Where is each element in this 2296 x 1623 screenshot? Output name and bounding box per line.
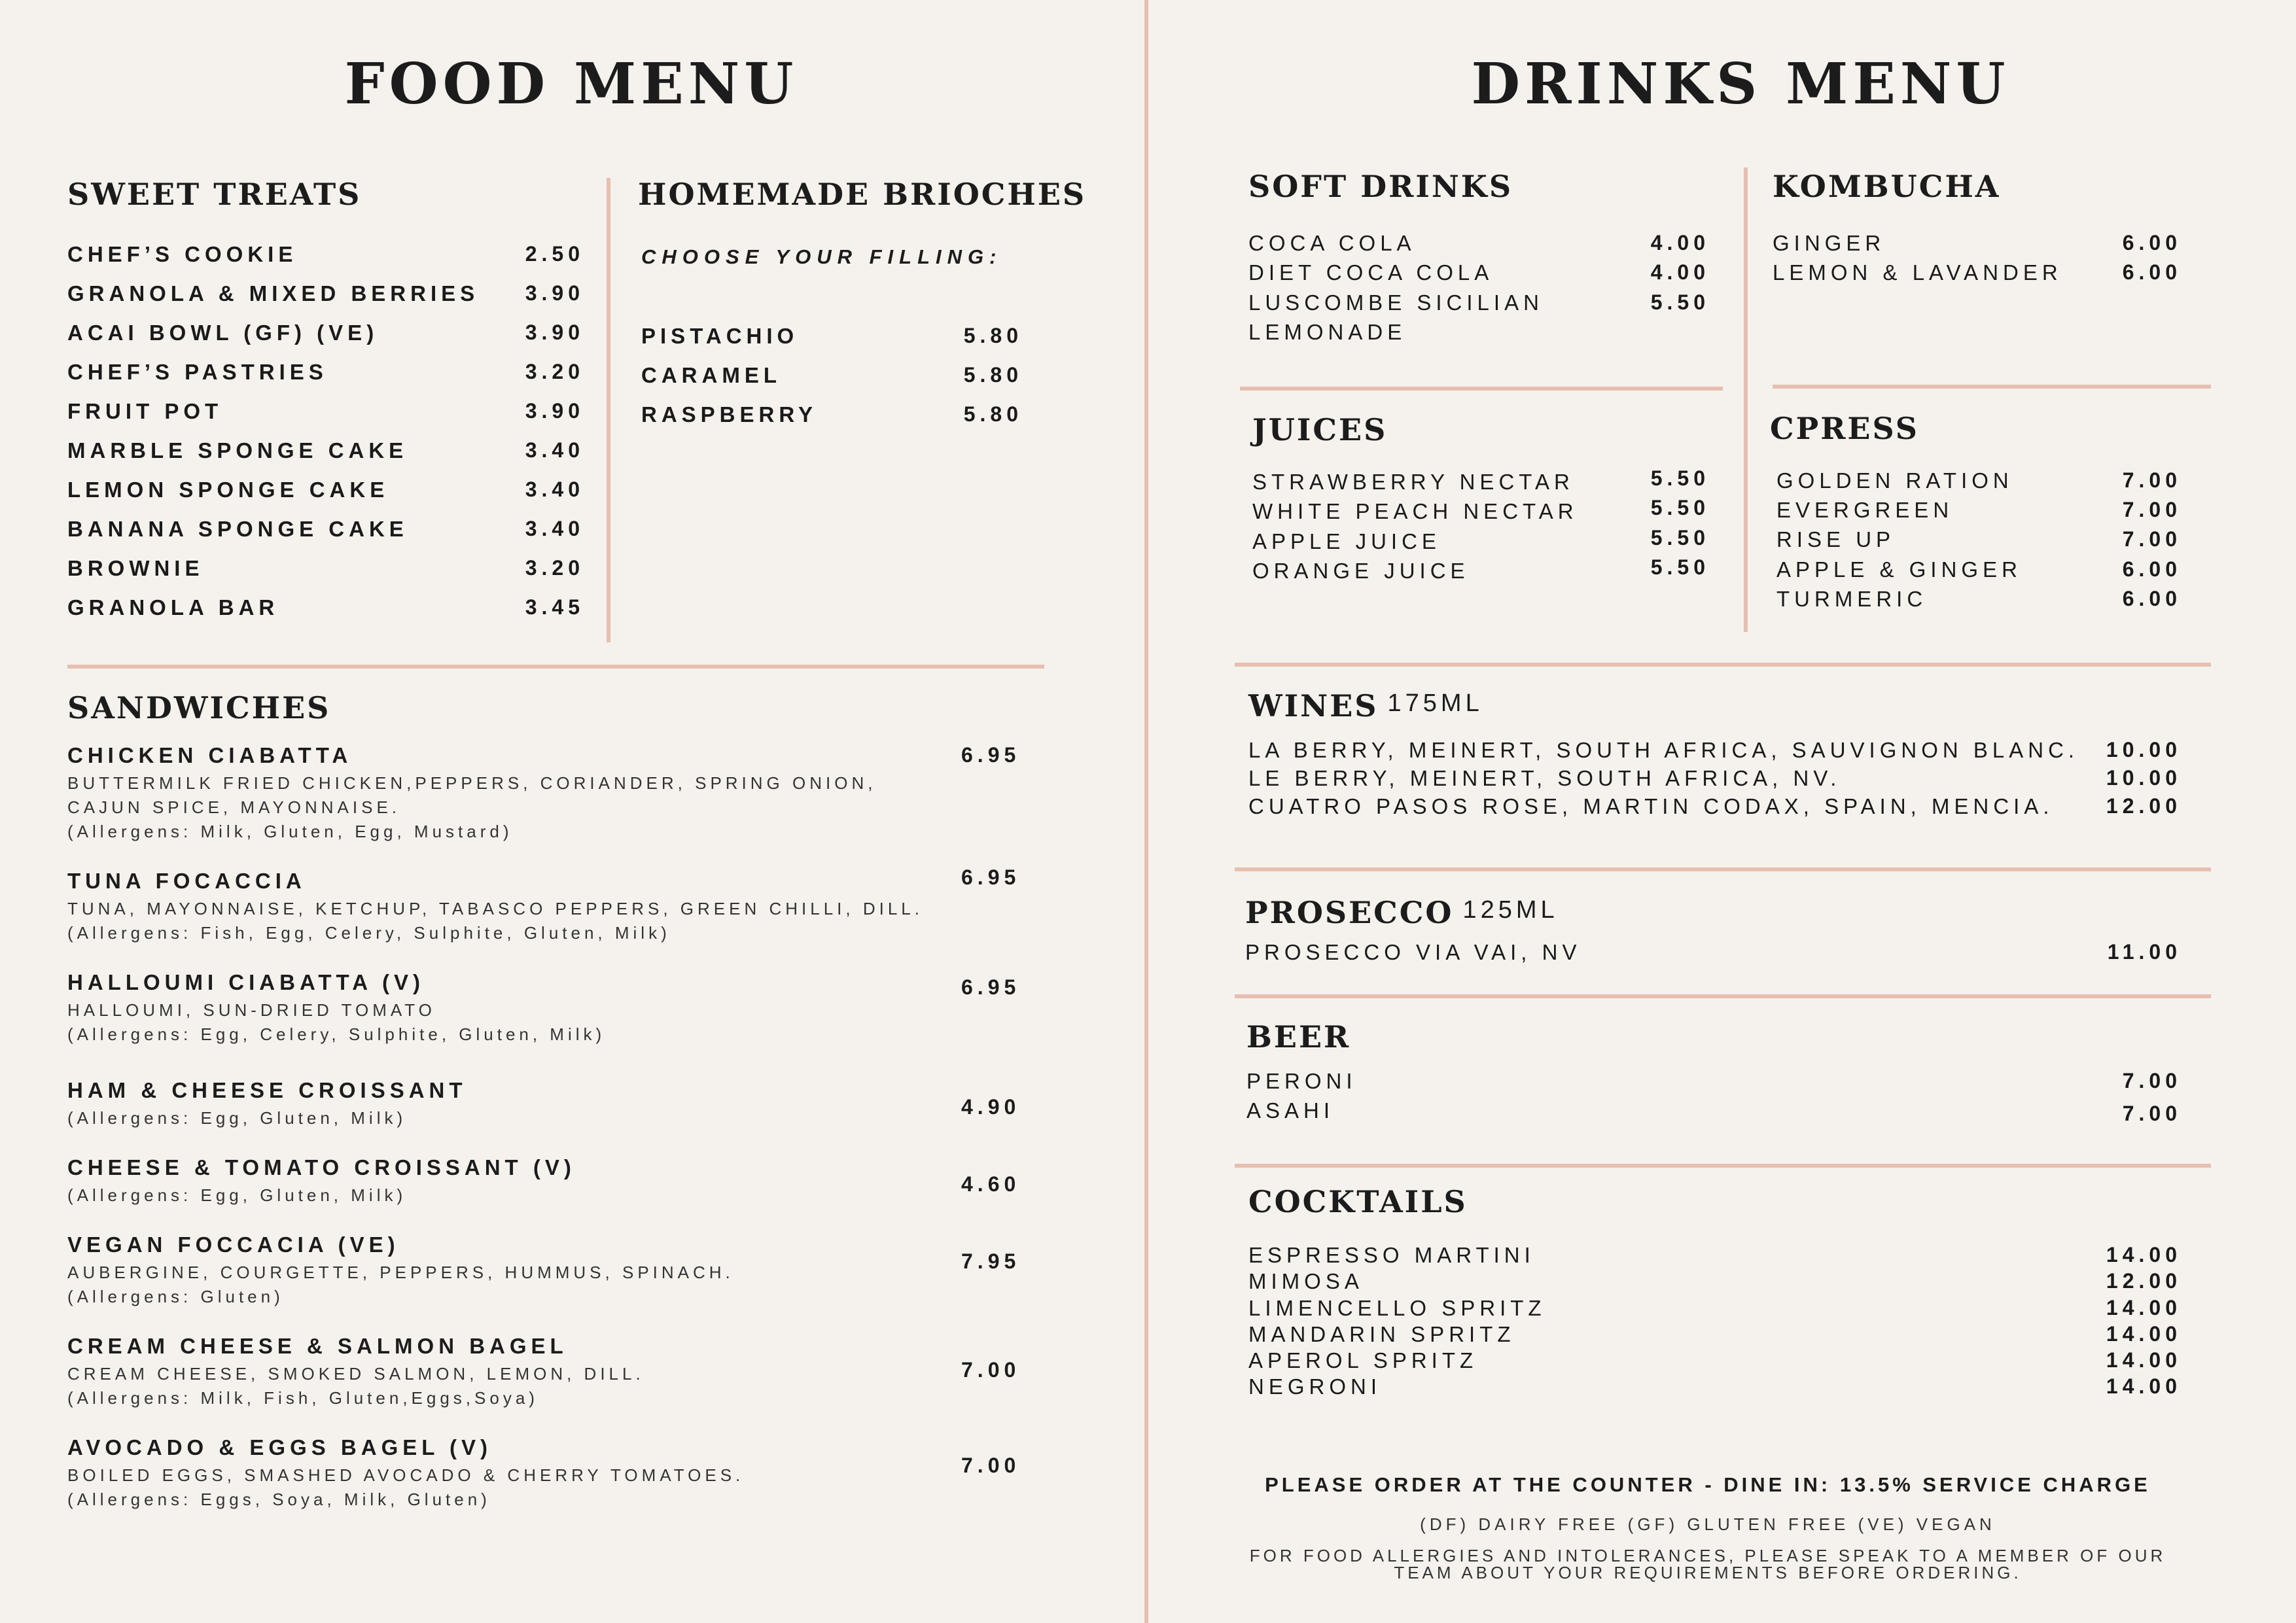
item-name: STRAWBERRY NECTAR bbox=[1252, 470, 1574, 494]
item-price: 4.00 bbox=[1650, 231, 1710, 254]
item-name: CHEF’S COOKIE bbox=[67, 242, 298, 266]
menu-item bbox=[641, 402, 1023, 432]
item-price: 7.00 bbox=[961, 1454, 1021, 1477]
item-name: LEMON & LAVANDER bbox=[1773, 260, 2062, 285]
item-allergens: (Allergens: Milk, Fish, Gluten,Eggs,Soya) bbox=[67, 1388, 539, 1408]
food-menu-title: FOOD MENU bbox=[344, 51, 798, 117]
prosecco-size: 125ML bbox=[1462, 896, 1559, 924]
menu-item bbox=[1246, 1069, 2181, 1099]
menu-item bbox=[1245, 940, 2181, 970]
item-name: APPLE & GINGER bbox=[1776, 557, 2022, 582]
menu-item bbox=[67, 478, 584, 508]
drinks-menu-title: DRINKS MENU bbox=[1471, 51, 2010, 117]
item-price: 12.00 bbox=[2106, 794, 2181, 818]
sandwiches-heading: SANDWICHES bbox=[67, 690, 331, 725]
menu-item bbox=[1776, 498, 2181, 528]
menu-item bbox=[67, 242, 584, 272]
item-price: 14.00 bbox=[2106, 1243, 2181, 1266]
item-price: 7.95 bbox=[961, 1249, 1021, 1273]
item-allergens: (Allergens: Gluten) bbox=[67, 1287, 284, 1306]
item-price: 6.00 bbox=[2122, 557, 2181, 581]
item-description: BUTTERMILK FRIED CHICKEN,PEPPERS, CORIANDER, SPRING ONION, bbox=[67, 773, 877, 793]
item-name: FRUIT POT bbox=[67, 399, 223, 423]
item-name: PISTACHIO bbox=[641, 324, 799, 348]
item-name: CUATRO PASOS ROSE, MARTIN CODAX, SPAIN, MENCIA. bbox=[1248, 794, 2054, 818]
kombucha-divider bbox=[1773, 385, 2211, 389]
item-name: RASPBERRY bbox=[641, 402, 817, 427]
allergy-note-line-2: TEAM ABOUT YOUR REQUIREMENTS BEFORE ORDERING. bbox=[1394, 1563, 2022, 1582]
item-price: 6.00 bbox=[2122, 260, 2181, 284]
menu-item bbox=[67, 360, 584, 390]
item-name: ACAI BOWL (GF) (VE) bbox=[67, 321, 379, 345]
menu-item bbox=[1252, 526, 1710, 559]
item-name: LA BERRY, MEINERT, SOUTH AFRICA, SAUVIGNON BLANC. bbox=[1248, 738, 2079, 762]
item-name: LEMON SPONGE CAKE bbox=[67, 478, 389, 502]
item-allergens: (Allergens: Egg, Celery, Sulphite, Gluten, Milk) bbox=[67, 1024, 606, 1044]
drinks-column-divider bbox=[1744, 167, 1748, 632]
item-name: GRANOLA BAR bbox=[67, 595, 279, 620]
item-price: 7.00 bbox=[961, 1358, 1021, 1382]
item-name: HALLOUMI CIABATTA (V) bbox=[67, 970, 425, 994]
item-name: LEMONADE bbox=[1248, 320, 1407, 344]
item-price: 5.50 bbox=[1650, 496, 1710, 519]
soft-drinks-divider bbox=[1240, 387, 1723, 391]
item-price: 7.00 bbox=[2122, 527, 2181, 551]
menu-item bbox=[1773, 231, 2181, 261]
menu-item bbox=[1252, 555, 1710, 589]
item-price: 7.00 bbox=[2122, 1102, 2181, 1125]
item-name: LE BERRY, MEINERT, SOUTH AFRICA, NV. bbox=[1248, 766, 1841, 790]
item-description: AUBERGINE, COURGETTE, PEPPERS, HUMMUS, SPINACH. bbox=[67, 1263, 734, 1282]
item-name: HAM & CHEESE CROISSANT bbox=[67, 1078, 467, 1102]
item-price: 4.60 bbox=[961, 1172, 1021, 1196]
item-price: 14.00 bbox=[2106, 1374, 2181, 1398]
item-description: HALLOUMI, SUN-DRIED TOMATO bbox=[67, 1000, 436, 1020]
item-name: CHICKEN CIABATTA bbox=[67, 743, 353, 767]
item-price: 5.50 bbox=[1650, 466, 1710, 490]
menu-item bbox=[1248, 320, 1710, 350]
item-allergens: (Allergens: Fish, Egg, Celery, Sulphite, Gluten, Milk) bbox=[67, 923, 671, 943]
item-price: 10.00 bbox=[2106, 766, 2181, 790]
cpress-heading: CPRESS bbox=[1770, 411, 1919, 446]
item-name: APPLE JUICE bbox=[1252, 529, 1441, 553]
item-name: COCA COLA bbox=[1248, 231, 1416, 255]
page-center-divider bbox=[1144, 0, 1148, 1623]
item-name: LUSCOMBE SICILIAN bbox=[1248, 290, 1544, 315]
item-price: 6.95 bbox=[961, 743, 1021, 767]
item-price: 3.20 bbox=[525, 360, 584, 383]
item-price: 6.00 bbox=[2122, 231, 2181, 254]
item-name: CREAM CHEESE & SALMON BAGEL bbox=[67, 1334, 568, 1358]
item-price: 3.45 bbox=[525, 595, 584, 619]
item-name: TURMERIC bbox=[1776, 587, 1928, 611]
menu-item bbox=[1248, 738, 2181, 768]
item-name: CARAMEL bbox=[641, 363, 781, 387]
item-price: 6.00 bbox=[2122, 587, 2181, 610]
prosecco-heading bbox=[1245, 895, 1559, 930]
menu-item bbox=[1776, 587, 2181, 617]
item-price: 3.90 bbox=[525, 399, 584, 423]
item-price: 7.00 bbox=[2122, 498, 2181, 521]
item-price: 3.90 bbox=[525, 321, 584, 344]
menu-item bbox=[1248, 766, 2181, 796]
item-name: GINGER bbox=[1773, 231, 1886, 255]
item-allergens: (Allergens: Milk, Gluten, Egg, Mustard) bbox=[67, 822, 513, 841]
wines-size: 175ML bbox=[1387, 689, 1483, 717]
item-price: 2.50 bbox=[525, 242, 584, 266]
item-name: MANDARIN SPRITZ bbox=[1248, 1322, 1515, 1346]
item-name: ESPRESSO MARTINI bbox=[1248, 1243, 1535, 1267]
item-price: 5.80 bbox=[963, 402, 1023, 426]
item-price: 6.95 bbox=[961, 865, 1021, 889]
item-price: 4.90 bbox=[961, 1095, 1021, 1119]
item-name: ASAHI bbox=[1246, 1098, 1335, 1123]
cocktails-heading: COCKTAILS bbox=[1248, 1184, 1468, 1219]
brioches-heading: HOMEMADE BRIOCHES bbox=[638, 177, 1087, 212]
menu-item bbox=[1248, 794, 2181, 824]
beer-heading: BEER bbox=[1246, 1019, 1351, 1055]
order-note: PLEASE ORDER AT THE COUNTER - DINE IN: 13.5% SERVICE CHARGE bbox=[1265, 1473, 2151, 1496]
item-description: CAJUN SPICE, MAYONNAISE. bbox=[67, 797, 401, 817]
item-price: 3.90 bbox=[525, 281, 584, 305]
menu-item bbox=[1776, 468, 2181, 498]
item-name: MARBLE SPONGE CAKE bbox=[67, 438, 408, 462]
choose-filling-note: CHOOSE YOUR FILLING: bbox=[641, 245, 1002, 268]
item-price: 7.00 bbox=[2122, 1069, 2181, 1092]
item-price: 7.00 bbox=[2122, 468, 2181, 492]
item-allergens: (Allergens: Eggs, Soya, Milk, Gluten) bbox=[67, 1490, 491, 1509]
sweet-treats-heading: SWEET TREATS bbox=[67, 177, 362, 212]
item-price: 10.00 bbox=[2106, 738, 2181, 761]
menu-item bbox=[67, 438, 584, 468]
item-name: TUNA FOCACCIA bbox=[67, 869, 306, 893]
menu-item bbox=[1252, 496, 1710, 529]
item-price: 5.50 bbox=[1650, 290, 1710, 314]
menu-item bbox=[67, 281, 584, 311]
item-name: APEROL SPRITZ bbox=[1248, 1348, 1478, 1372]
menu-item bbox=[67, 399, 584, 429]
menu-item bbox=[641, 324, 1023, 354]
item-price: 5.50 bbox=[1650, 526, 1710, 550]
item-name: VEGAN FOCCACIA (VE) bbox=[67, 1232, 400, 1257]
menu-item bbox=[1252, 466, 1710, 500]
item-name: GRANOLA & MIXED BERRIES bbox=[67, 281, 480, 305]
item-price: 5.80 bbox=[963, 363, 1023, 387]
juices-heading: JUICES bbox=[1252, 412, 1388, 447]
item-name: PROSECCO VIA VAI, NV bbox=[1245, 940, 1581, 964]
item-name: BANANA SPONGE CAKE bbox=[67, 517, 408, 541]
food-column-divider bbox=[607, 178, 610, 642]
wines-top-divider bbox=[1235, 663, 2211, 667]
kombucha-heading: KOMBUCHA bbox=[1773, 169, 2001, 204]
menu-item bbox=[67, 595, 584, 625]
item-name: EVERGREEN bbox=[1776, 498, 1954, 522]
menu-item bbox=[1773, 260, 2181, 290]
item-name: GOLDEN RATION bbox=[1776, 468, 2013, 493]
item-description: CREAM CHEESE, SMOKED SALMON, LEMON, DILL. bbox=[67, 1364, 645, 1384]
item-allergens: (Allergens: Egg, Gluten, Milk) bbox=[67, 1185, 407, 1205]
wines-heading bbox=[1248, 688, 1483, 724]
menu-item bbox=[1248, 260, 1710, 290]
item-price: 14.00 bbox=[2106, 1348, 2181, 1372]
menu-item bbox=[1248, 290, 1710, 321]
item-price: 11.00 bbox=[2107, 940, 2181, 964]
item-price: 4.00 bbox=[1650, 260, 1710, 284]
item-description: BOILED EGGS, SMASHED AVOCADO & CHERRY TOMATOES. bbox=[67, 1465, 745, 1485]
menu-item bbox=[67, 321, 584, 351]
item-name: AVOCADO & EGGS BAGEL (V) bbox=[67, 1435, 492, 1459]
item-name: MIMOSA bbox=[1248, 1269, 1364, 1293]
item-name: LIMENCELLO SPRITZ bbox=[1248, 1296, 1546, 1320]
menu-item bbox=[1248, 1374, 2181, 1405]
item-allergens: (Allergens: Egg, Gluten, Milk) bbox=[67, 1108, 407, 1128]
item-price: 3.20 bbox=[525, 556, 584, 580]
item-price: 5.50 bbox=[1650, 555, 1710, 579]
item-name: RISE UP bbox=[1776, 527, 1896, 551]
item-name: PERONI bbox=[1246, 1069, 1357, 1093]
item-name: BROWNIE bbox=[67, 556, 204, 580]
diet-legend: (DF) DAIRY FREE (GF) GLUTEN FREE (VE) VEGAN bbox=[1420, 1514, 1996, 1534]
soft-drinks-heading: SOFT DRINKS bbox=[1248, 169, 1513, 204]
item-name: NEGRONI bbox=[1248, 1374, 1382, 1399]
allergy-note-line-1: FOR FOOD ALLERGIES AND INTOLERANCES, PLEASE SPEAK TO A MEMBER OF OUR bbox=[1249, 1546, 2166, 1565]
item-name: CHEF’S PASTRIES bbox=[67, 360, 328, 384]
prosecco-top-divider bbox=[1235, 867, 2211, 871]
prosecco-heading-label: PROSECCO bbox=[1245, 895, 1454, 930]
item-name: WHITE PEACH NECTAR bbox=[1252, 499, 1578, 523]
menu-item bbox=[1248, 1269, 2181, 1299]
beer-top-divider bbox=[1235, 994, 2211, 998]
item-name: ORANGE JUICE bbox=[1252, 559, 1470, 583]
menu-item bbox=[1776, 527, 2181, 557]
menu-item bbox=[67, 517, 584, 547]
menu-item bbox=[1776, 557, 2181, 587]
cocktails-top-divider bbox=[1235, 1164, 2211, 1168]
item-name: DIET COCA COLA bbox=[1248, 260, 1494, 285]
menu-item bbox=[641, 363, 1023, 393]
menu-item bbox=[1246, 1098, 2181, 1128]
item-name: CHEESE & TOMATO CROISSANT (V) bbox=[67, 1155, 576, 1179]
item-price: 14.00 bbox=[2106, 1322, 2181, 1346]
item-price: 3.40 bbox=[525, 517, 584, 540]
menu-item bbox=[67, 556, 584, 586]
item-price: 3.40 bbox=[525, 438, 584, 462]
food-section-divider bbox=[67, 665, 1044, 669]
item-price: 6.95 bbox=[961, 975, 1021, 999]
item-price: 5.80 bbox=[963, 324, 1023, 347]
wines-heading-label: WINES bbox=[1248, 688, 1379, 724]
menu-item bbox=[1248, 231, 1710, 261]
item-description: TUNA, MAYONNAISE, KETCHUP, TABASCO PEPPERS, GREEN CHILLI, DILL. bbox=[67, 899, 923, 918]
item-price: 3.40 bbox=[525, 478, 584, 501]
item-price: 14.00 bbox=[2106, 1296, 2181, 1319]
item-price: 12.00 bbox=[2106, 1269, 2181, 1293]
